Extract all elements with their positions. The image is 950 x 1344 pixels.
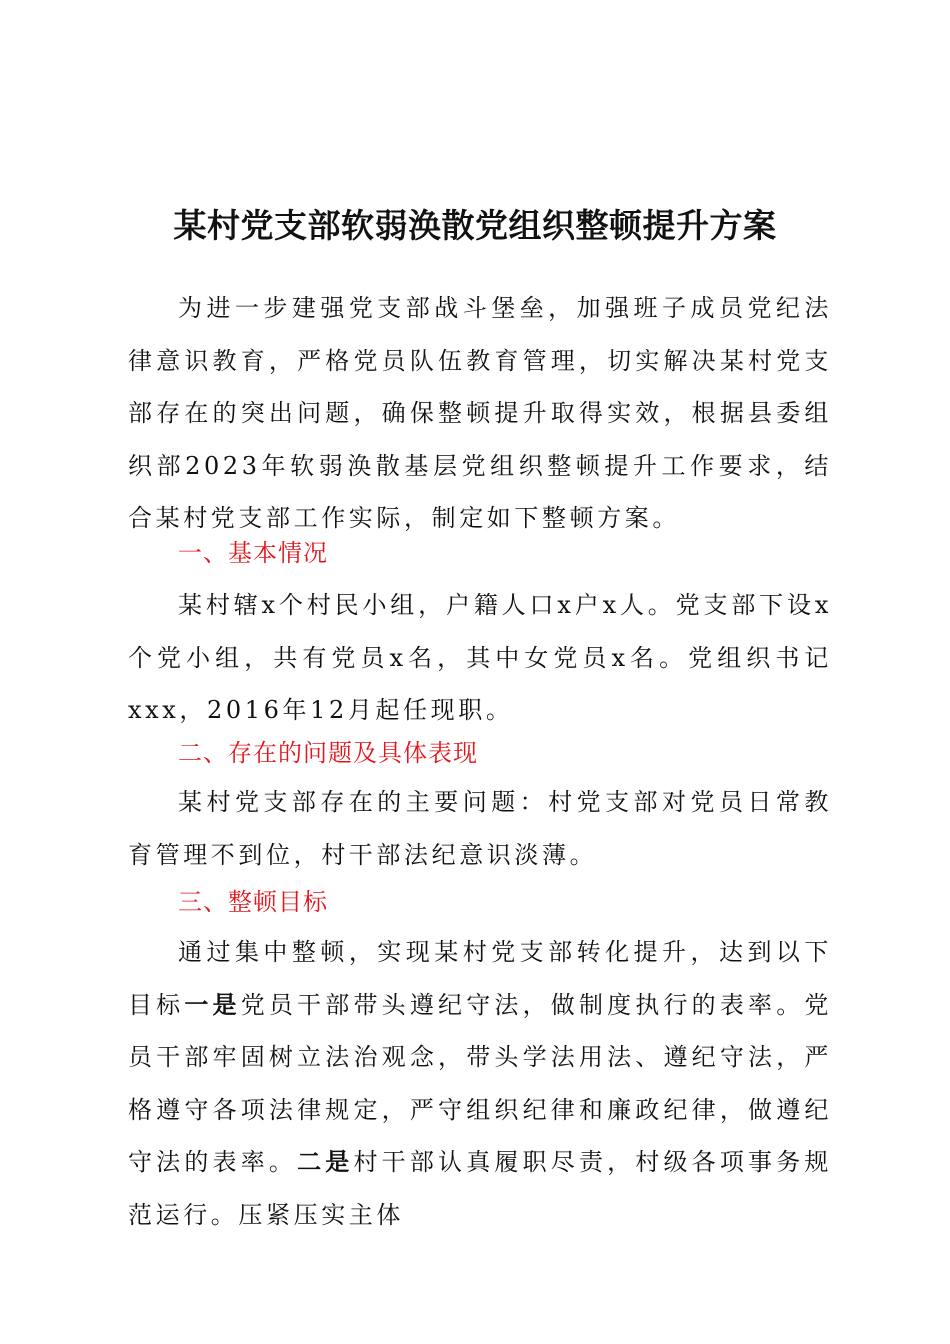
goal-1-text: 党员干部带头遵纪守法，做制度执行的表率。党员干部牢固树立法治观念，带头学法用法、遵纪守法，严格遵守各项法律规定，严守组织纪律和廉政纪律，做遵纪守法的表率。 <box>128 990 833 1176</box>
intro-paragraph: 为进一步建强党支部战斗堡垒，加强班子成员党纪法律意识教育，严格党员队伍教育管理，切实解决某村党支部存在的突出问题，确保整顿提升取得实效，根据县委组织部2023年软弱涣散基层党组织整顿提升工作要求，结合某村党支部工作实际，制定如下整顿方案。 <box>128 294 832 532</box>
basic-situation-paragraph: 某村辖x个村民小组，户籍人口x户x人。党支部下设x个党小组，共有党员x名，其中女党员x名。党组织书记xxx，2016年12月起任现职。 <box>128 591 832 724</box>
document-title: 某村党支部软弱涣散党组织整顿提升方案 <box>173 206 777 245</box>
goal-2-text: 村干部认真履职尽责，村级各项事务规范运行。压紧压实主体 <box>128 1148 833 1229</box>
goal-1-label: 一是 <box>184 989 241 1019</box>
goals-intro-text: 通过集中整顿，实现某村党支部转化提升，达到以下目标 <box>128 938 832 1019</box>
problems-paragraph: 某村党支部存在的主要问题：村党支部对党员日常教育管理不到位，村干部法纪意识淡薄。 <box>128 788 832 869</box>
section-heading-goals: 三、整顿目标 <box>178 888 328 916</box>
goal-2-label: 二是 <box>297 1147 354 1176</box>
goals-paragraph <box>128 926 832 1241</box>
section-heading-basic-situation: 一、基本情况 <box>178 539 328 567</box>
section-heading-problems: 二、存在的问题及具体表现 <box>178 739 478 767</box>
